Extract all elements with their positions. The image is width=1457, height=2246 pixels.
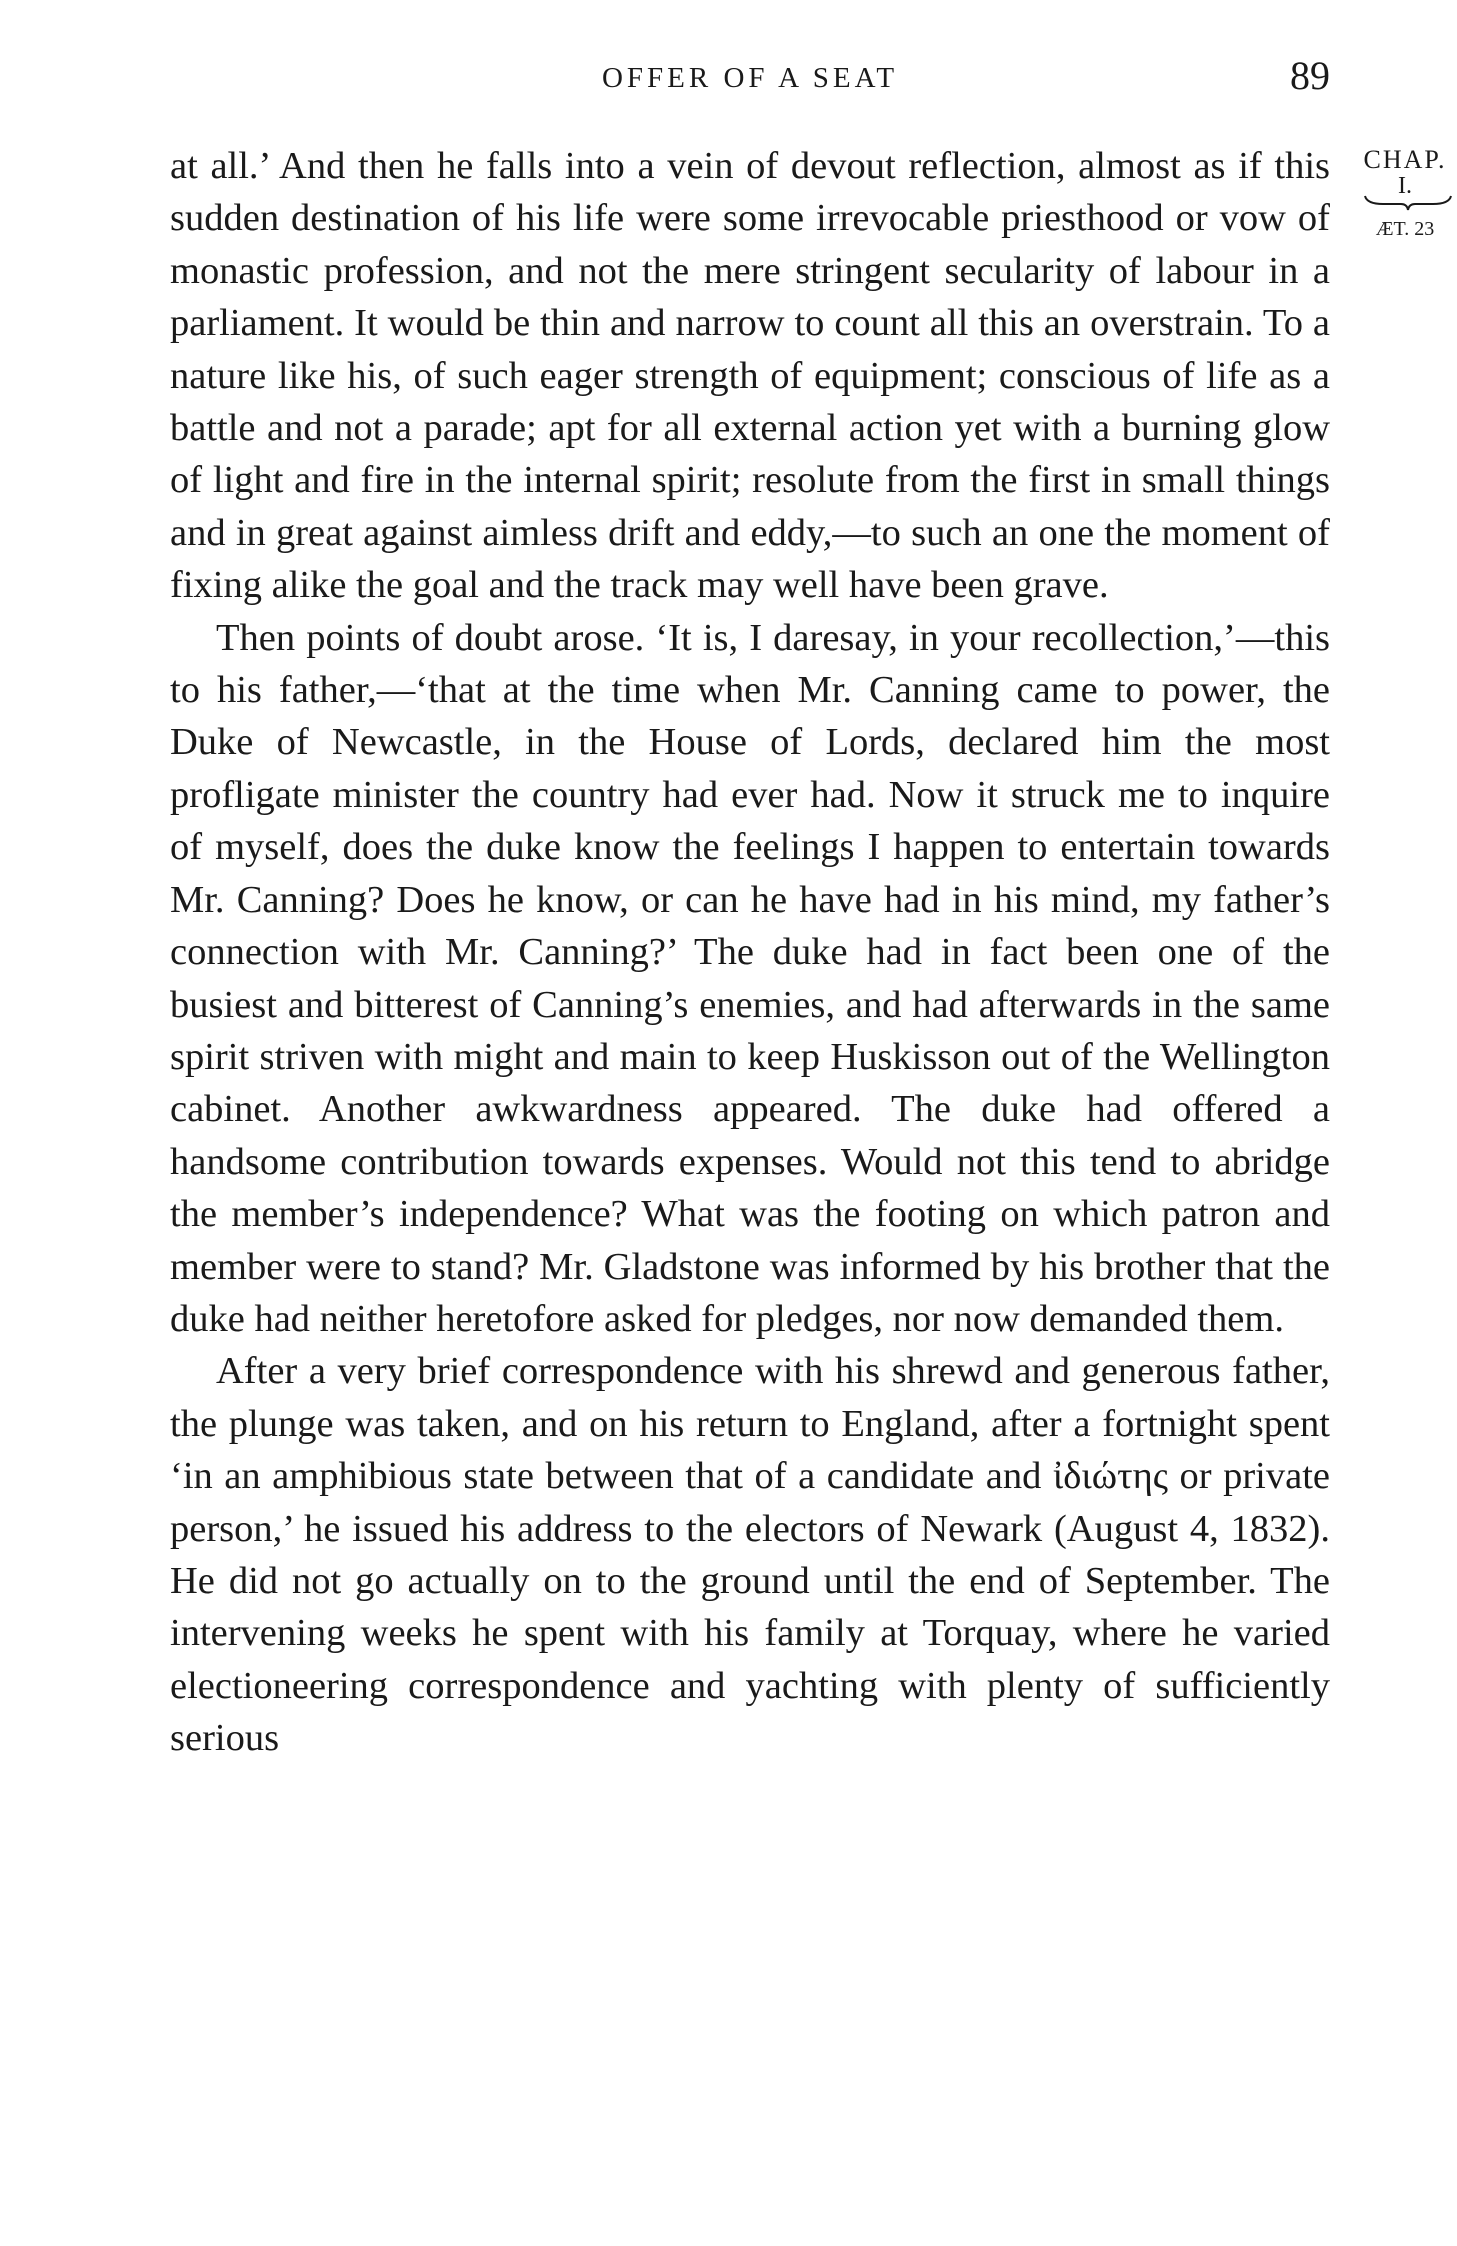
margin-chapter-number: I. [1398, 173, 1412, 199]
body-text [170, 140, 1330, 1765]
running-head [170, 52, 1330, 112]
margin-chapter-label: CHAP. [1363, 145, 1447, 174]
margin-age: ÆT. 23 [1375, 218, 1435, 240]
paragraph: Then points of doubt arose. ‘It is, I daresay, in your recollection,’—this to his father,—‘that at the time when Mr. Canning came to power, the Duke of Newcastle, in the House of Lords, declared him the most profligate minister the country had ever had. Now it struck me to inquire of myself, does the duke know the feelings I happen to entertain towards Mr. Canning? Does he know, or can he have had in his mind, my father’s connection with Mr. Canning?’ The duke had in fact been one of the busiest and bitterest of Canning’s enemies, and had afterwards in the same spirit striven with might and main to keep Huskisson out of the Wellington cabinet. Another awkwardness appeared. The duke had offered a handsome contribution towards expenses. Would not this tend to abridge the member’s independence? What was the footing on which patron and member were to stand? Mr. Gladstone was informed by his brother that the duke had neither heretofore asked for pledges, nor now demanded them. [170, 616, 1330, 1340]
margin-note [1345, 145, 1457, 241]
paragraph: at all.’ And then he falls into a vein of devout reflection, almost as if this sudden destination of his life were some irrevocable priesthood or vow of monastic profession, and not the mere stringent secularity of labour in a parliament. It would be thin and narrow to count all this an overstrain. To a nature like his, of such eager strength of equipment; conscious of life as a battle and not a parade; apt for all external action yet with a burning glow of light and fire in the internal spirit; resolute from the first in small things and in great against aimless drift and eddy,—to such an one the moment of fixing alike the goal and the track may well have been grave. [170, 145, 1330, 607]
running-title: OFFER OF A SEAT [601, 62, 899, 94]
page-number: 89 [1290, 53, 1330, 98]
paragraph: After a very brief correspondence with his shrewd and generous father, the plunge was taken, and on his return to England, after a fortnight spent ‘in an amphibious state between that of a candidate and ἰδιώτης or private person,’ he issued his address to the electors of Newark (August 4, 1832). He did not go actually on to the ground until the end of September. The intervening weeks he spent with his family at Torquay, where he varied electioneering correspondence and yachting with plenty of sufficiently serious [170, 1350, 1330, 1760]
